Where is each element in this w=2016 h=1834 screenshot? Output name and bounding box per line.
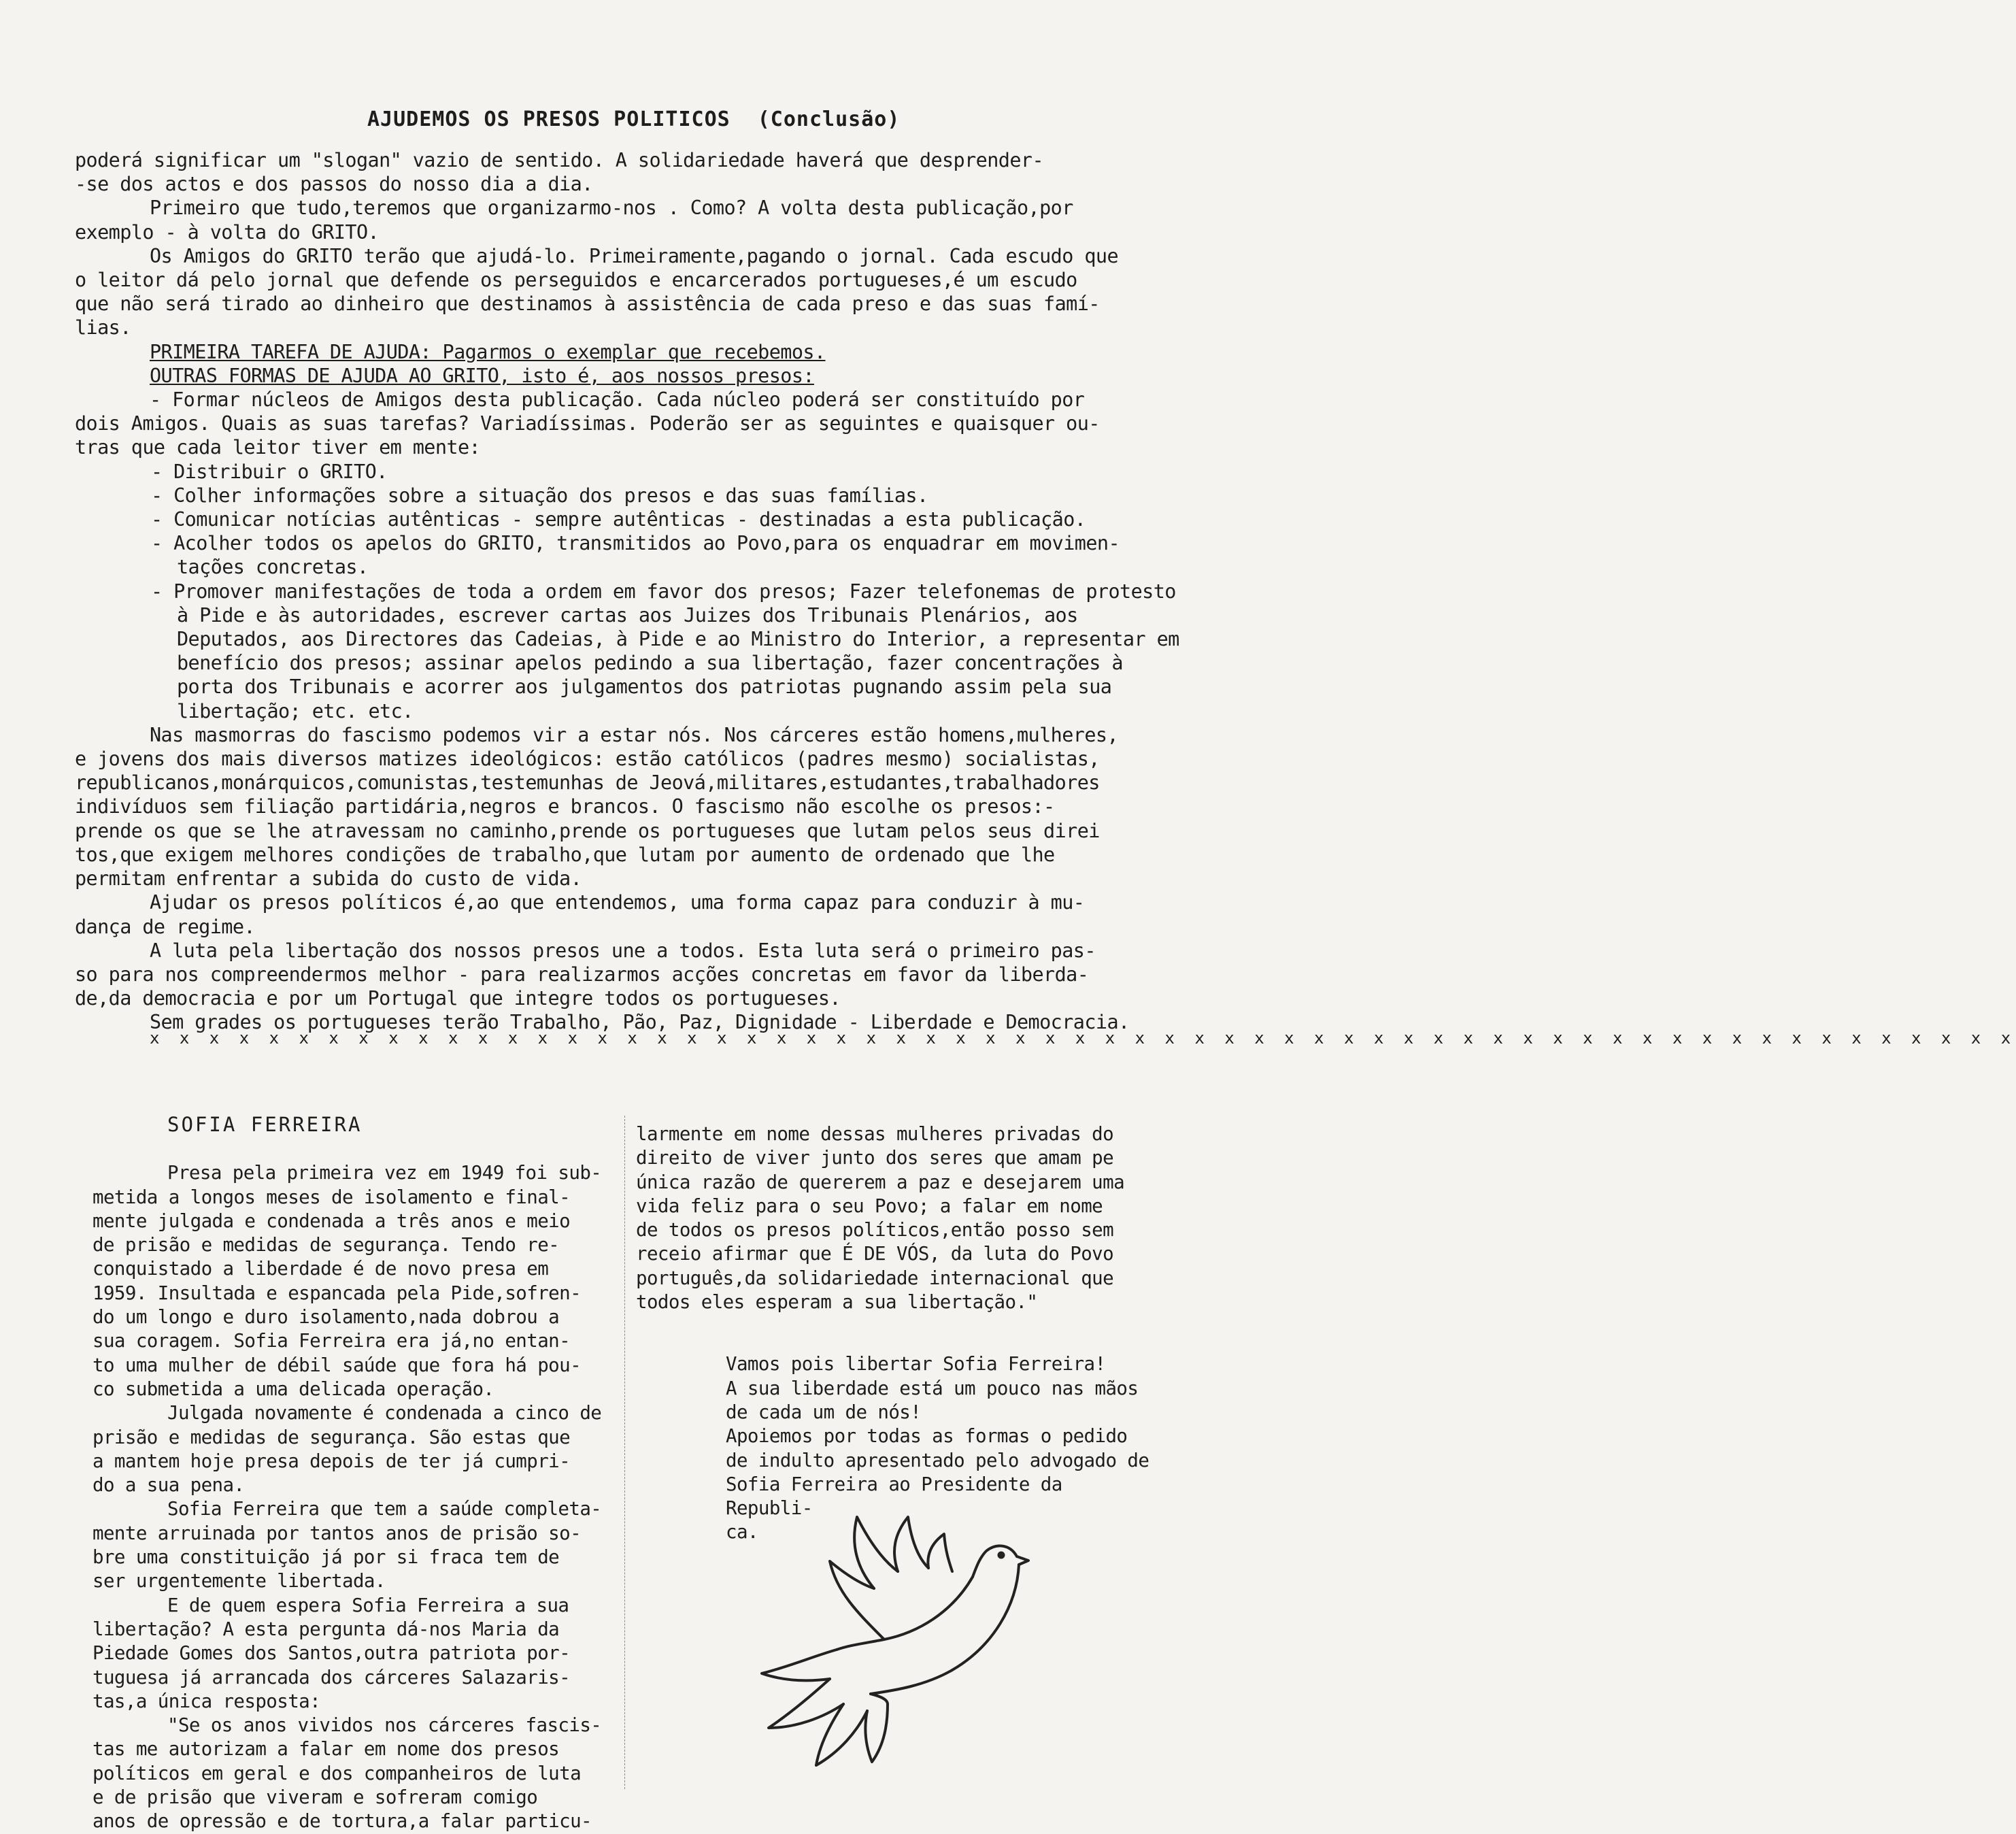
appeal-line: Vamos pois libertar Sofia Ferreira!	[726, 1353, 1106, 1376]
column-line: de todos os presos políticos,então posso sem	[636, 1219, 1114, 1241]
appeal-line: A sua liberdade está um pouco nas mãos	[726, 1377, 1139, 1399]
appeal-line: de cada um de nós!	[726, 1401, 922, 1423]
column-line: tas,a única resposta:	[93, 1690, 321, 1712]
sofia-column-right	[636, 1122, 1160, 1545]
appeal-line: de indulto apresentado pelo advogado de	[726, 1449, 1149, 1471]
column-line: Piedade Gomes dos Santos,outra patriota por-	[93, 1642, 571, 1665]
para-line: tras que cada leitor tiver em mente:	[75, 436, 481, 459]
bullet-item: - Promover manifestações de toda a ordem em favor dos presos; Fazer telefonemas de protesto à Pide e às autoridades, escrever cartas aos Juizes dos Tribunais Plenários, aos Deputados, aos Directores das Cadeias, à Pide e ao Ministro do Interior, a representar em benefício dos presos; assinar apelos pedindo a sua libertação, fazer concentrações à porta dos Tribunais e acorrer aos julgamentos dos patriotas pugnando assim pela sua libertação; etc. etc.	[151, 580, 1179, 722]
para-line: Sem grades os portugueses terão Trabalho, Pão, Paz, Dignidade - Liberdade e Democracia.	[150, 1011, 1130, 1034]
column-line: única razão de quererem a paz e desejarem uma	[636, 1171, 1125, 1193]
para-line: Ajudar os presos políticos é,ao que entendemos, uma forma capaz para conduzir à mu-	[150, 891, 1085, 914]
appeal-line: Apoiemos por todas as formas o pedido	[726, 1425, 1128, 1448]
para-line: permitam enfrentar a subida do custo de vida.	[75, 867, 582, 890]
title-text: AJUDEMOS OS PRESOS POLITICOS	[367, 107, 730, 131]
column-line: ser urgentemente libertada.	[93, 1570, 386, 1593]
column-line: conquistado a liberdade é de novo presa em	[93, 1258, 549, 1280]
column-line: todos eles esperam a sua libertação."	[636, 1291, 1038, 1314]
section-separator: x x x x x x x x x x x x x x x x x x x x x x x x x x x x x x x x x x x x x x x x x x x x x x x x x x x x x x x x x x x x x x x	[150, 1029, 2016, 1048]
column-line: do um longo e duro isolamento,nada dobrou a	[93, 1306, 560, 1329]
para-line: republicanos,monárquicos,comunistas,testemunhas de Jeová,militares,estudantes,trabalhadores	[75, 771, 1100, 795]
sofia-heading: SOFIA FERREIRA	[167, 1113, 363, 1136]
column-line: larmente em nome dessas mulheres privadas do	[636, 1123, 1114, 1145]
para-line: que não será tirado ao dinheiro que destinamos à assistência de cada preso e das suas famí-	[75, 293, 1100, 316]
para-line: Os Amigos do GRITO terão que ajudá-lo. Primeiramente,pagando o jornal. Cada escudo que	[150, 244, 1119, 267]
column-line: português,da solidariedade internacional que	[636, 1267, 1114, 1289]
column-line: de prisão e medidas de segurança. Tendo re-	[93, 1234, 560, 1256]
para-line: Primeiro que tudo,teremos que organizarmo-nos . Como? A volta desta publicação,por	[150, 197, 1073, 220]
column-line: do a sua pena.	[93, 1474, 245, 1497]
para-line: prende os que se lhe atravessam no caminho,prende os portugueses que lutam pelos seus direi	[75, 819, 1100, 842]
column-line: metida a longos meses de isolamento e final-	[93, 1186, 571, 1208]
para-line: de,da democracia e por um Portugal que integre todos os portugueses.	[75, 987, 841, 1010]
sofia-column-left	[93, 1113, 623, 1834]
column-line: libertação? A esta pergunta dá-nos Maria da	[93, 1618, 560, 1640]
column-line: E de quem espera Sofia Ferreira a sua	[167, 1594, 569, 1616]
para-line: lias.	[75, 316, 131, 339]
para-line: dança de regime.	[75, 915, 255, 938]
column-line: co submetida a uma delicada operação.	[93, 1378, 494, 1400]
title-subtitle: (Conclusão)	[757, 107, 901, 131]
column-line: 1959. Insultada e espancada pela Pide,sofren-	[93, 1282, 582, 1304]
column-line: políticos em geral e dos companheiros de luta	[93, 1762, 582, 1784]
para-line: dois Amigos. Quais as suas tarefas? Variadíssimas. Poderão ser as seguintes e quaisquer ou-	[75, 412, 1100, 435]
column-line: receio afirmar que É DE VÓS, da luta do Povo	[636, 1243, 1114, 1265]
column-divider	[624, 1116, 625, 1789]
dove-icon	[748, 1503, 1034, 1775]
bullet-item: - Acolher todos os apelos do GRITO, transmitidos ao Povo,para os enquadrar em movimen- tações concretas.	[151, 532, 1120, 579]
para-line: so para nos compreendermos melhor - para realizarmos acções concretas em favor da liberda-	[75, 963, 1089, 986]
bullet-item: - Distribuir o GRITO.	[151, 460, 388, 483]
para-line: tos,que exigem melhores condições de trabalho,que lutam por aumento de ordenado que lhe	[75, 843, 1055, 866]
column-line: to uma mulher de débil saúde que fora há pou-	[93, 1354, 582, 1376]
article-body	[75, 148, 1183, 1035]
bullet-item: - Colher informações sobre a situação dos presos e das suas famílias.	[151, 484, 928, 507]
column-line: e de prisão que viveram e sofreram comigo	[93, 1786, 538, 1809]
column-line: prisão e medidas de segurança. São estas que	[93, 1426, 571, 1448]
para-line: o leitor dá pelo jornal que defende os perseguidos e encarcerados portugueses,é um escudo	[75, 269, 1077, 292]
column-line: direito de viver junto dos seres que amam pe	[636, 1147, 1114, 1169]
para-line: e jovens dos mais diversos matizes ideológicos: estão católicos (padres mesmo) socialistas,	[75, 748, 1100, 771]
column-line: Julgada novamente é condenada a cinco de	[167, 1402, 602, 1424]
column-line: tas me autorizam a falar em nome dos presos	[93, 1738, 560, 1761]
column-line: tuguesa já arrancada dos cárceres Salazaris-	[93, 1666, 571, 1688]
appeal-line: Sofia Ferreira ao Presidente da Republi-	[726, 1473, 1062, 1520]
column-line: anos de opressão e de tortura,a falar particu-	[93, 1810, 592, 1833]
appeal-line: ca.	[726, 1521, 758, 1544]
intro-line: poderá significar um "slogan" vazio de sentido. A solidariedade haverá que desprender-	[75, 149, 1044, 171]
intro-line: -se dos actos e dos passos do nosso dia a dia.	[75, 173, 593, 196]
bullet-item: - Comunicar notícias autênticas - sempre autênticas - destinadas a esta publicação.	[151, 508, 1086, 531]
column-line: Presa pela primeira vez em 1949 foi sub-	[167, 1162, 602, 1184]
column-line: bre uma constituição já por si fraca tem de	[93, 1546, 560, 1569]
column-line: mente julgada e condenada a três anos e meio	[93, 1210, 571, 1232]
para-line: indivíduos sem filiação partidária,negros e brancos. O fascismo não escolhe os presos:-	[75, 795, 1055, 818]
task-heading-first: PRIMEIRA TAREFA DE AJUDA: Pagarmos o exemplar que recebemos.	[150, 340, 826, 363]
column-line: mente arruinada por tantos anos de prisão so-	[93, 1522, 582, 1544]
column-line: vida feliz para o seu Povo; a falar em nome	[636, 1195, 1103, 1217]
page-title	[367, 107, 979, 131]
column-line: Sofia Ferreira que tem a saúde completa-	[167, 1498, 602, 1520]
para-line: - Formar núcleos de Amigos desta publicação. Cada núcleo poderá ser constituído por	[150, 388, 1085, 412]
para-line: Nas masmorras do fascismo podemos vir a estar nós. Nos cárceres estão homens,mulheres,	[150, 723, 1119, 746]
para-line: exemplo - à volta do GRITO.	[75, 220, 380, 244]
para-line: A luta pela libertação dos nossos presos une a todos. Esta luta será o primeiro pas-	[150, 939, 1096, 962]
column-line: sua coragem. Sofia Ferreira era já,no entan-	[93, 1330, 571, 1352]
column-line: a mantem hoje presa depois de ter já cumpri-	[93, 1450, 571, 1472]
task-heading-other: OUTRAS FORMAS DE AJUDA AO GRITO, isto é, aos nossos presos:	[150, 364, 814, 387]
column-line: "Se os anos vividos nos cárceres fascis-	[167, 1714, 602, 1737]
